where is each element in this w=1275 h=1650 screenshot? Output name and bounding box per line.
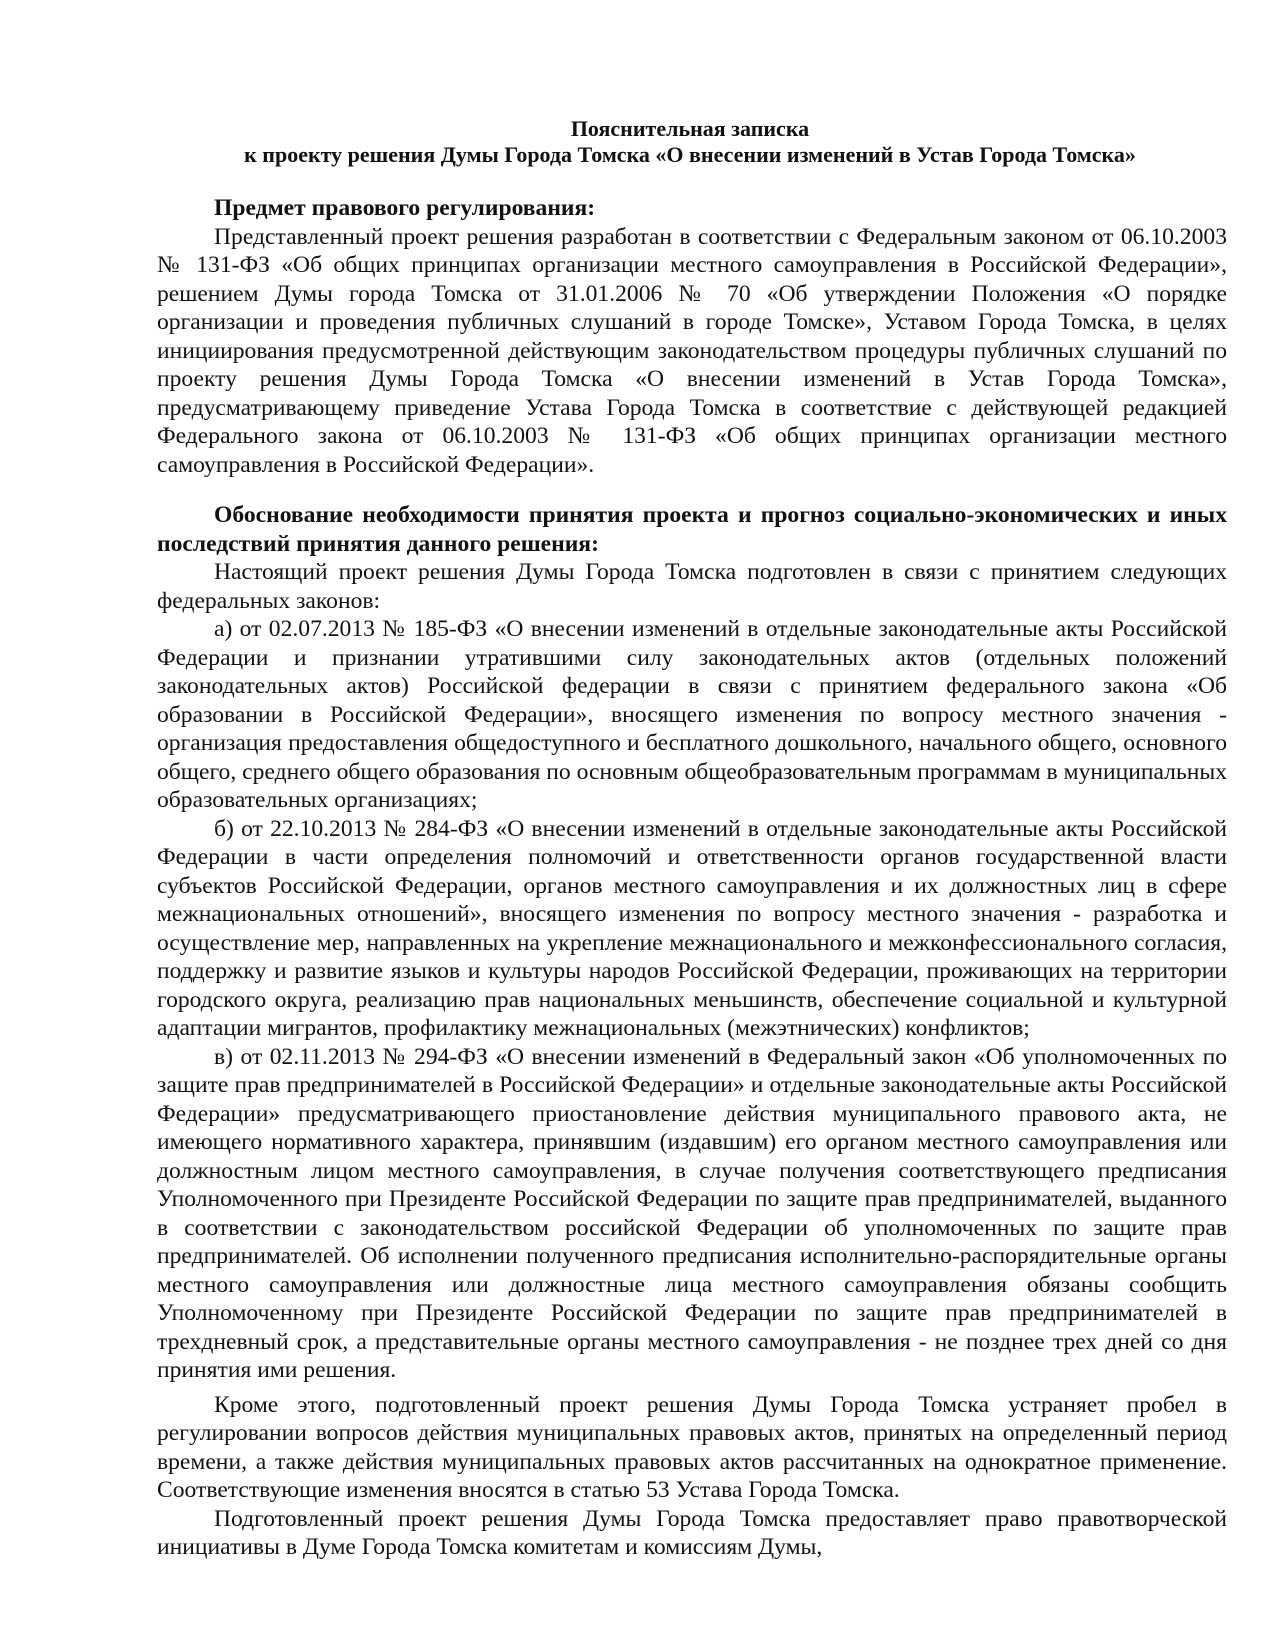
section-heading-subject: Предмет правового регулирования: xyxy=(214,195,596,221)
paragraph-subject: Представленный проект решения разработан в соответствии с Федеральным законом от 06.10.2003 № 131-ФЗ «Об общих принципах организации местного самоуправления в Российской Федерации», решением Думы города Томска от 31.01.2006 № 70 «Об утверждении Положения «О порядке организации и проведения публичных слушаний в городе Томске», Уставом Города Томска, в целях инициирования предусмотренной действующим законодательством процедуры публичных слушаний по проекту решения Думы Города Томска «О внесении изменений в Устав Города Томска», предусматривающему приведение Устава Города Томска в соответствие с действующей редакцией Федерального закона от 06.10.2003 № 131-ФЗ «Об общих принципах организации местного самоуправления в Российской Федерации». xyxy=(157,223,1227,478)
list-item-c: в) от 02.11.2013 № 294-ФЗ «О внесении изменений в Федеральный закон «Об уполномоченных по защите прав предпринимателей в Российской Федерации» и отдельные законодательные акты Российской Федерации» предусматривающего приостановление действия муниципального правового акта, не имеющего нормативного характера, принявшим (издавшим) его органом местного самоуправления или должностным лицом местного самоуправления, в случае получения соответствующего предписания Уполномоченного при Президенте Российской Федерации по защите прав предпринимателей, выданного в соответствии с законодательством российской Федерации об уполномоченных по защите прав предпринимателей. Об исполнении полученного предписания исполнительно-распорядительные органы местного самоуправления или должностные лица местного самоуправления обязаны сообщить Уполномоченному при Президенте Российской Федерации по защите прав предпринимателей в трехдневный срок, а представительные органы местного самоуправления - не позднее трех дней со дня принятия ими решения. xyxy=(157,1043,1227,1383)
paragraph-gap: Кроме этого, подготовленный проект решения Думы Города Томска устраняет пробел в регулировании вопросов действия муниципальных правовых актов, принятых на определенный период времени, а также действия муниципальных правовых актов рассчитанных на однократное применение. Соответствующие изменения вносятся в статью 53 Устава Города Томска. xyxy=(157,1391,1227,1503)
paragraph-intro: Настоящий проект решения Думы Города Томска подготовлен в связи с принятием следующих федеральных законов: xyxy=(157,559,1227,614)
document-title: Пояснительная записка xyxy=(570,116,810,141)
section-heading-justification: Обоснование необходимости принятия проекта и прогноз социально-экономических и иных последствий принятия данного решения: xyxy=(157,502,1227,557)
document-subtitle: к проекту решения Думы Города Томска «О внесении изменений в Устав Города Томска» xyxy=(244,142,1136,167)
list-item-a: а) от 02.07.2013 № 185-ФЗ «О внесении изменений в отдельные законодательные акты Российской Федерации и признании утратившими силу законодательных актов (отдельных положений законодательных актов) Российской федерации в связи с принятием федерального закона «Об образовании в Российской Федерации», вносящего изменения по вопросу местного значения - организация предоставления общедоступного и бесплатного дошкольного, начального общего, основного общего, среднего общего образования по основным общеобразовательным программам в муниципальных образовательных организациях; xyxy=(157,616,1227,813)
list-item-b: б) от 22.10.2013 № 284-ФЗ «О внесении изменений в отдельные законодательные акты Российской Федерации в части определения полномочий и ответственности органов государственной власти субъектов Российской Федерации, органов местного самоуправления и их должностных лиц в сфере межнациональных отношений», вносящего изменения по вопросу местного значения - разработка и осуществление мер, направленных на укрепление межнационального и межконфессионального согласия, поддержку и развитие языков и культуры народов Российской Федерации, проживающих на территории городского округа, реализацию прав национальных меньшинств, обеспечение социальной и культурной адаптации мигрантов, профилактику межнациональных (межэтнических) конфликтов; xyxy=(157,815,1227,1041)
paragraph-last: Подготовленный проект решения Думы Города Томска предоставляет право правотворческой инициативы в Думе Города Томска комитетам и комиссиям Думы, xyxy=(157,1505,1227,1560)
document-body xyxy=(157,194,1227,1562)
